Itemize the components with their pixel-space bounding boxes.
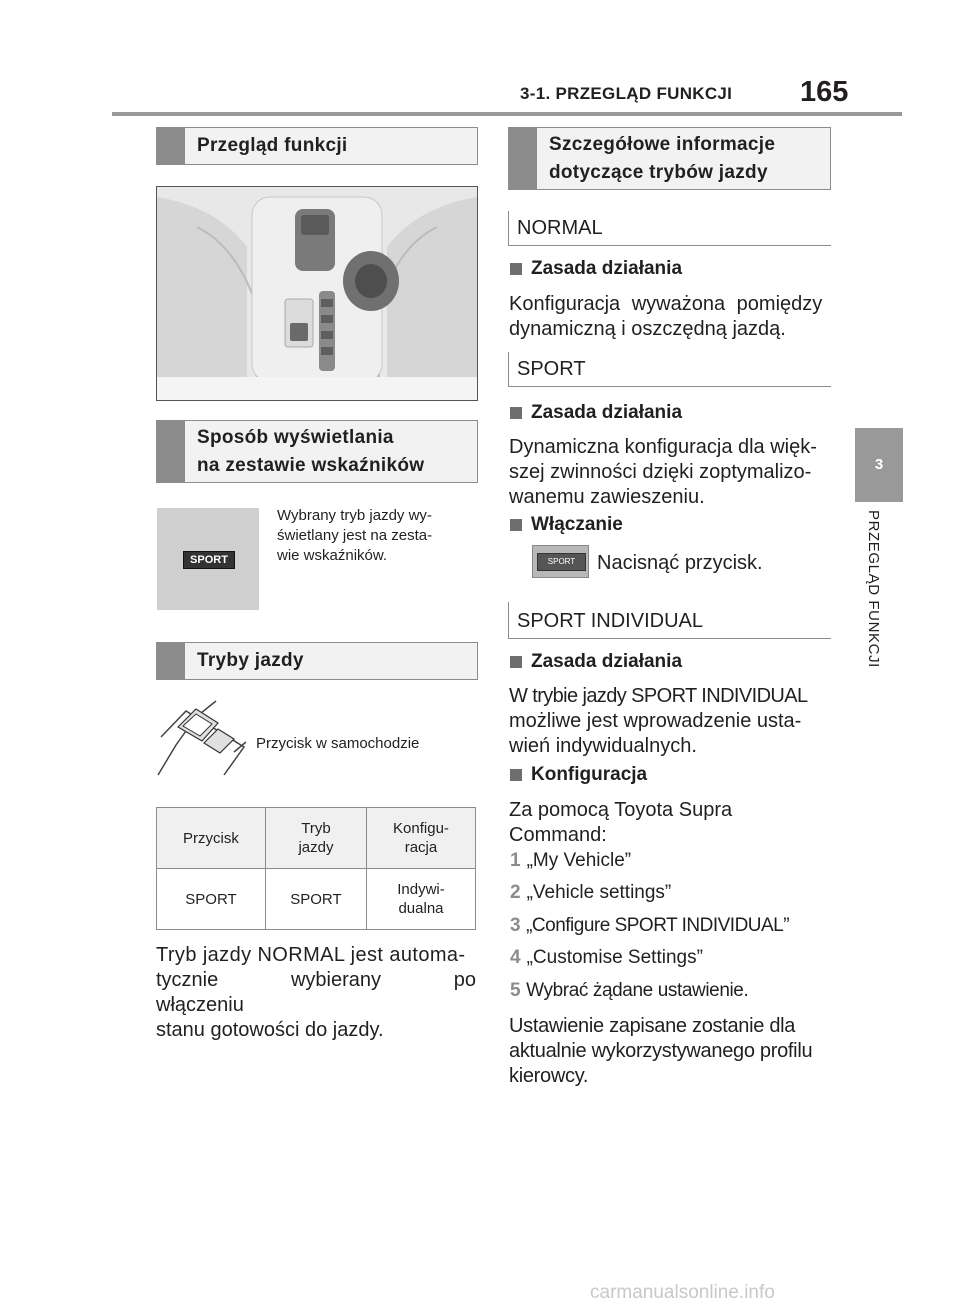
square-bullet-icon [510,519,522,531]
subheading-text: Zasada działania [531,402,683,423]
subheading-text: Zasada działania [531,258,683,279]
section-bar [157,643,185,679]
cell-text: jazdy [298,839,334,856]
page-number: 165 [800,76,849,108]
display-caption [277,506,432,566]
step-text: „My Vehicle” [526,850,632,871]
mode-heading-sport-individual [508,602,831,639]
text-line: Ustawienie zapisane zostanie dla [509,1015,796,1037]
mode-heading-text: SPORT [517,358,586,380]
cell-text: dualna [398,900,444,917]
table-cell [157,869,266,930]
note-line: Tryb jazdy NORMAL jest automa- [156,944,466,966]
caption-line: wie wskaźników. [277,547,388,564]
note-line: tycznie wybierany po włączeniu [156,969,476,1016]
chapter-tab: 3 [855,428,903,502]
subheading-text: Włączanie [531,514,623,535]
chapter-tab-label: PRZEGLĄD FUNKCJI [865,510,882,668]
cell-text: SPORT [185,890,237,908]
step-item [510,980,748,1002]
section-bar [157,421,185,482]
title-line-1: Sposób wyświetlania [197,426,394,448]
subheading [510,402,682,424]
text-line: dynamiczną i oszczędną jazdą. [509,318,786,340]
section-title [197,421,424,482]
cell-text: Przycisk [183,829,239,847]
section-header-driving-modes [156,642,478,680]
normal-description [509,292,831,342]
mode-heading-text: SPORT INDIVIDUAL [517,610,703,632]
title-line-2: na zestawie wskaźników [197,454,425,476]
text-line: Za pomocą Toyota Supra [509,799,733,821]
section-bar [509,128,537,189]
text-line: możliwe jest wprowadzenie usta- [509,710,802,732]
step-number: 1 [510,850,521,871]
text-line: Command: [509,824,607,846]
cell-text: Tryb [301,820,331,837]
configuration-intro [509,798,732,848]
sport-indicator-badge: SPORT [183,551,235,569]
sport-button[interactable] [532,545,589,578]
subheading [510,258,682,280]
subheading-text: Zasada działania [531,651,683,672]
cell-text: racja [404,839,438,856]
section-header-display [156,420,478,483]
heading-bar [508,602,509,638]
subheading-text: Konfiguracja [531,764,648,785]
step-item [510,882,671,904]
step-number: 5 [510,980,521,1001]
center-console-illustration [156,186,478,401]
title-line-2: dotyczące trybów jazdy [549,161,768,183]
table-header-cell [157,808,266,869]
square-bullet-icon [510,769,522,781]
text-line: kierowcy. [509,1065,589,1087]
subheading [510,514,623,536]
square-bullet-icon [510,263,522,275]
note-line: stanu gotowości do jazdy. [156,1019,384,1041]
mode-table [156,807,476,930]
text-line: szej zwinności dzięki zoptymalizo- [509,461,812,483]
watermark: carmanualsonline.info [590,1282,775,1303]
section-title [549,128,775,189]
section-bar [157,128,185,164]
table-cell [366,869,475,930]
cell-text: Indywi- [397,881,445,898]
text-line: aktualnie wykorzystywanego profilu [509,1040,813,1062]
table-cell [265,869,366,930]
heading-bar [508,211,509,245]
mode-heading-normal [508,211,831,246]
table-header-row [157,808,476,869]
header-rule [112,112,902,116]
cell-text: SPORT [290,890,342,908]
center-console-drawing [157,187,477,400]
step-number: 2 [510,882,521,903]
button-caption: Przycisk w samochodzie [256,735,420,752]
square-bullet-icon [510,656,522,668]
table-header-cell [366,808,475,869]
sport-description [509,435,831,510]
caption-line: Wybrany tryb jazdy wy- [277,507,432,524]
running-header-section: 3-1. PRZEGLĄD FUNKCJI [520,84,733,103]
normal-default-note [156,943,476,1043]
cell-text: Konfigu- [393,820,449,837]
text-line: W trybie jazdy SPORT INDIVIDUAL [509,685,808,707]
step-text: „Customise Settings” [526,947,703,968]
mode-heading-text: NORMAL [517,217,603,239]
caption-line: świetlany jest na zesta- [277,527,433,544]
sport-button-drawing [156,697,246,777]
step-item [510,915,789,937]
section-title: Przegląd funkcji [197,135,348,157]
step-item [510,947,703,969]
profile-note [509,1014,812,1089]
step-text: Wybrać żądane ustawienie. [526,980,749,1001]
square-bullet-icon [510,407,522,419]
heading-bar [508,352,509,386]
step-item [510,850,631,872]
section-title: Tryby jazdy [197,650,304,672]
table-row [157,869,476,930]
step-text: „Configure SPORT INDIVIDUAL” [526,915,790,936]
text-line: Dynamiczna konfiguracja dla więk- [509,436,817,458]
step-number: 4 [510,947,521,968]
step-text: „Vehicle settings” [526,882,672,903]
title-line-1: Szczegółowe informacje [549,133,776,155]
sport-button-instruction: Nacisnąć przycisk. [597,552,763,574]
sport-button-label: SPORT [537,553,586,571]
subheading [510,651,682,673]
mode-heading-sport [508,352,831,387]
text-line: wień indywidualnych. [509,735,697,757]
section-header-overview [156,127,478,165]
step-number: 3 [510,915,521,936]
subheading [510,764,647,786]
sport-individual-description [509,684,831,759]
instrument-display-illustration [157,508,259,610]
table-header-cell [265,808,366,869]
section-header-mode-details [508,127,831,190]
text-line: wanemu zawieszeniu. [509,486,705,508]
sport-button-illustration [156,697,246,777]
text-line: Konfiguracja wyważona pomiędzy [509,293,823,315]
